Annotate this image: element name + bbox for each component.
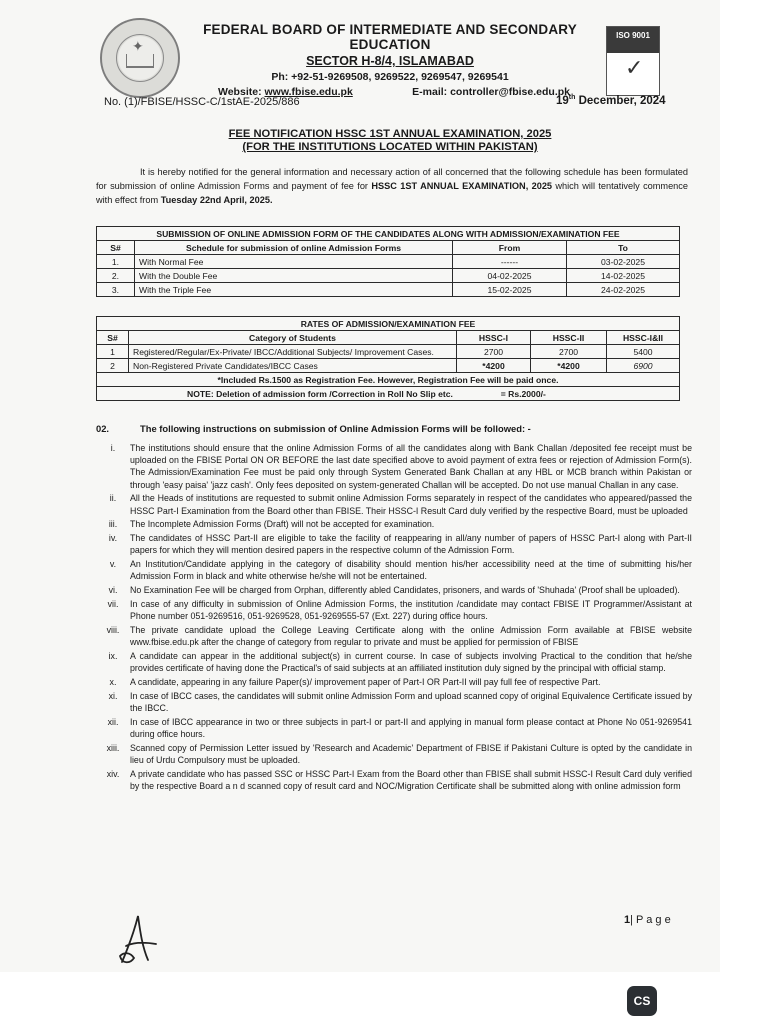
list-item-text: All the Heads of institutions are requested to submit online Admission Forms separately in respect of the candidates who appeared/passed the HSSC Part-I Examination from the Board other than FBISE. Their HSSC-I Result Card duly verified by the respective Board, must be uploaded [130,493,692,516]
list-item-text: In case of IBCC appearance in two or three subjects in part-I or part-II and applying in manual form please contact at Phone No 051-9269541 during office hours. [130,716,692,739]
rates-heading: RATES OF ADMISSION/EXAMINATION FEE [97,317,680,331]
page-number: 1| P a g e [624,914,671,926]
list-item [96,742,692,766]
list-item-number: x. [109,677,117,687]
signature [112,912,160,968]
list-item-number: ii. [109,493,117,504]
list-item [96,442,692,491]
list-item [96,598,692,622]
list-item-text: In case of IBCC cases, the candidates will submit online Admission Form and upload scanned copy of original Equivalence Certificate issued by the IBCC. [130,690,692,713]
list-item-number: xii. [107,716,119,727]
list-item [96,650,692,674]
list-item-number: v. [109,559,117,570]
deletion-fee-note: NOTE: Deletion of admission form /Correction in Roll No Slip etc. = Rs.2000/- [97,387,680,401]
table-row: 2 Non-Registered Private Candidates/IBCC Cases *4200 *4200 6900 [97,359,680,373]
list-item [96,690,692,714]
notice-intro: It is hereby notified for the general information and necessary action of all concerned that the following schedule has been formulated for submission of online Admission Forms and payment of fee for HSSC 1ST ANNUAL EXAMINATION, 2025 which will tentatively commence with effect from Tuesday 22nd April, 2025. [96,167,688,205]
list-item-number: iv. [108,533,118,544]
section-2-heading: 02. The following instructions on submission of Online Admission Forms will be followed: - [96,423,531,434]
list-item-number: i. [110,443,116,453]
list-item [96,518,692,530]
board-name: FEDERAL BOARD OF INTERMEDIATE AND SECONDARY EDUCATION [203,22,577,52]
schedule-table: SUBMISSION OF ONLINE ADMISSION FORM OF THE CANDIDATES ALONG WITH ADMISSION/EXAMINATION FEE S# Schedule for submission of online Admission Forms From To 1. With Normal Fee ------ 03-02-2025 2. With the Double Fee 04-02-2025 14-02-2025 3. With the Triple Fee 15-02-2025 24-02-2025 [96,226,680,297]
table-row: 1 Registered/Regular/Ex-Private/ IBCC/Additional Subjects/ Improvement Cases. 2700 2700 5400 [97,345,680,359]
camscanner-badge: CS [627,986,657,1016]
registration-footnote: *Included Rs.1500 as Registration Fee. However, Registration Fee will be paid once. [97,373,680,387]
letterhead [180,22,600,98]
board-address: SECTOR H-8/4, ISLAMABAD [306,54,474,68]
checkmark-icon: ✓ [625,55,644,80]
list-item [96,558,692,582]
list-item-text: Scanned copy of Permission Letter issued by 'Research and Academic' Department of FBISE if Pakistani Culture is opted by the candidate in lieu of Urdu Compulsory must be uploaded. [130,742,692,765]
list-item-number: iii. [108,519,118,530]
list-item-text: The Incomplete Admission Forms (Draft) will not be accepted for examination. [130,519,435,530]
rates-table: RATES OF ADMISSION/EXAMINATION FEE S# Category of Students HSSC-I HSSC-II HSSC-I&II 1 Registered/Regular/Ex-Private/ IBCC/Additional Subjects/ Improvement Cases. 2700 2700 5400 2 Non-Registered Private Candidates/IBCC Cases *4200 *4200 6900 *Included Rs.1500 as Registration Fee. However, Registration Fee will be paid once. NOTE: Deletion of admission form /Correction in Roll No Slip etc. = Rs.2000/- [96,316,680,401]
list-item-number: ix. [108,651,118,661]
list-item [96,584,692,596]
list-item-number: xi. [108,690,118,701]
list-item [96,492,692,516]
table-row: 2. With the Double Fee 04-02-2025 14-02-2025 [97,269,680,283]
list-item-text: A candidate, appearing in any failure Paper(s)/ improvement paper of Part-I OR Part-II will pay full fee of respective Part. [130,677,601,687]
list-item [96,624,692,648]
list-item-text: In case of any difficulty in submission of Online Admission Forms, the institution /candidate may contact FBISE IT Programmer/Assistant at Phone number 051-9269516, 051-9269528, 051-9269555-57 (Ext. 227) during office hours. [130,599,692,622]
schedule-heading: SUBMISSION OF ONLINE ADMISSION FORM OF THE CANDIDATES ALONG WITH ADMISSION/EXAMINATION FEE [97,227,680,241]
list-item [96,768,692,792]
list-item [96,716,692,740]
list-item-text: The candidates of HSSC Part-II are eligible to take the facility of reappearing in all/any number of papers of HSSC Part-I along with Part-II papers for which they will mention desired papers in the respective column of the Admission Form. [130,533,692,556]
table-row: 1. With Normal Fee ------ 03-02-2025 [97,255,680,269]
fbise-logo: ✦ [100,18,180,98]
website-link[interactable]: www.fbise.edu.pk [264,86,353,98]
table-row: 3. With the Triple Fee 15-02-2025 24-02-2025 [97,283,680,297]
list-item-text: The institutions should ensure that the online Admission Forms of all the candidates along with Bank Challan /deposited fee receipt must be uploaded on the FBISE Portal ON OR BEFORE the last date specified above to avoid payment of extra fees or rejection of Admission Form(s). The Admission/Examination Fee must be paid only through System Generated Bank Challan at any HBL or MCB branch within Pakistan or through 'easy paisa' 'jazz cash'. Only fees deposited on system-generated Challan will be accepted. Do not use manual Challan in any case. [130,443,692,490]
list-item-number: viii. [106,625,120,635]
letter-date: 19th December, 2024 [556,94,666,107]
iso-certification-badge: ISO 9001 ✓ [606,26,660,96]
list-item-text: A private candidate who has passed SSC or HSSC Part-I Exam from the Board other than FBISE shall submit HSSC-I Result Card duly verified by the respective Board a n d scanned copy of result card and NOC/Migration Certificate shall be submitted along with online admission form [130,768,692,791]
list-item [96,532,692,556]
list-item-text: A candidate can appear in the additional subject(s) in current course. In case of subjects involving Practical to the condition that he/she provides certificate of having done the Practical's of said subjects at an affiliated institution duly signed by the principal with official stamp. [130,651,692,674]
list-item-number: xiv. [106,768,120,779]
list-item [96,676,692,688]
instructions-list [96,442,692,794]
reference-number: No. (1)/FBISE/HSSC-C/1stAE-2025/886 [104,96,300,108]
list-item-number: vii. [107,599,119,609]
website-label: Website: [218,86,262,98]
board-email[interactable]: E-mail: controller@fbise.edu.pk [412,86,570,98]
notice-title: FEE NOTIFICATION HSSC 1ST ANNUAL EXAMINATION, 2025 (FOR THE INSTITUTIONS LOCATED WITHIN PAKISTAN) [228,128,552,153]
list-item-text: No Examination Fee will be charged from Orphan, differently abled Candidates, prisoners, and wards of 'Shuhada' (Proof shall be uploaded). [130,585,680,596]
list-item-number: xiii. [106,742,120,753]
list-item-text: An Institution/Candidate applying in the category of disability should mention his/her accessibility need at the time of submitting his/her Admission Form in black and white otherwise he/she will not be entertained. [130,559,692,582]
list-item-text: The private candidate upload the College Leaving Certificate along with the online Admission Form available at FBISE website www.fbise.edu.pk after the change of category from regular to private and must be applied for permission of FBISE [130,625,692,648]
board-phone: Ph: +92-51-9269508, 9269522, 9269547, 9269541 [271,71,509,83]
list-item-number: vi. [108,585,118,596]
